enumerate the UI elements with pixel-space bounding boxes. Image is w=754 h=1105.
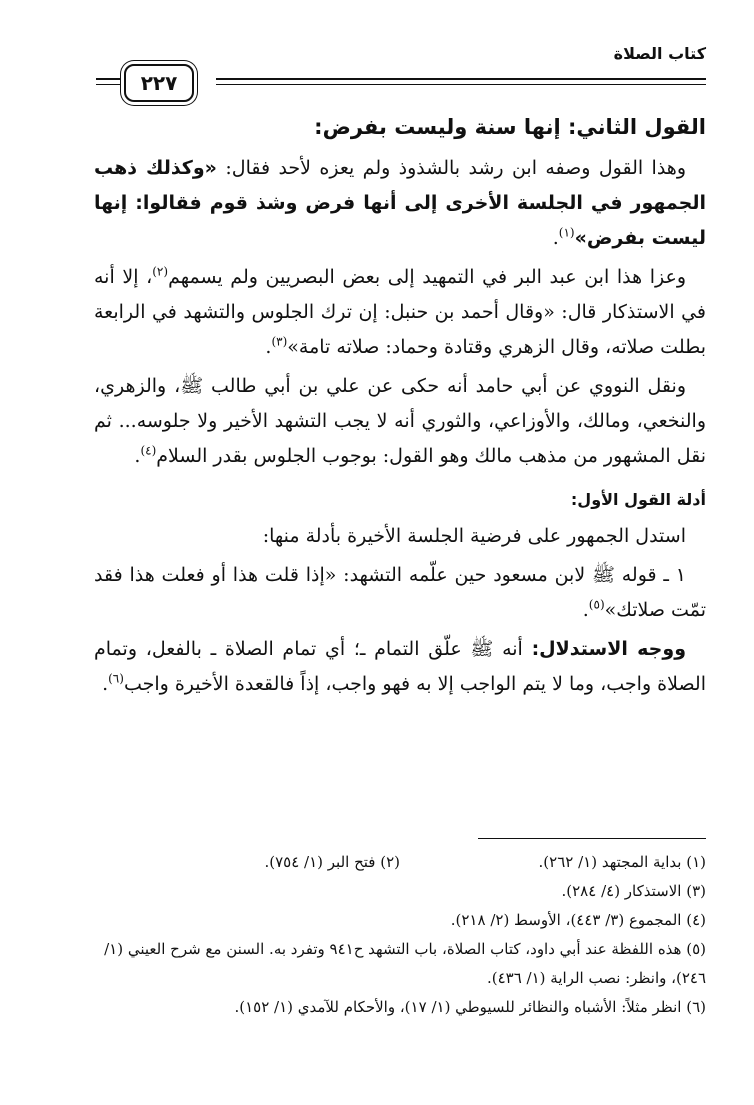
footnote: (٢) فتح البر (١/ ٧٥٤). [264,853,400,871]
quote: «وكذلك ذهب الجمهور في الجلسة الأخرى إلى أنها فرض وشذ قوم فقالوا: إنها ليست بفرض» [94,157,706,249]
footnote-ref[interactable]: (١) [558,225,575,240]
footnote-row [94,848,706,877]
paragraph: وعزا هذا ابن عبد البر في التمهيد إلى بعض البصريين ولم يسمهم$^{(٢)}$، إلا أنه في الاستذكار قال: «وقال أحمد بن حنبل: إن ترك الجلوس والتشهد في الرابعة بطلت صلاته، وقال الزهري وقتادة وحماد: صلاته تامة»$^{(٣)}$. [94,264,706,358]
footnote: (٤) المجموع (٣/ ٤٤٣)، الأوسط (٢/ ٢١٨). [450,911,706,929]
paragraph-text: ١ ـ قوله ﷺ لابن مسعود حين علّمه التشهد: «إذا قلت هذا أو فعلت هذا فقد تمّت صلاتك» [94,564,706,621]
footnote: (١) بداية المجتهد (١/ ٢٦٢). [538,853,706,871]
main-text [94,110,706,706]
paragraph: استدل الجمهور على فرضية الجلسة الأخيرة بأدلة منها: [262,525,686,547]
page-number: ٢٢٧ [124,64,194,102]
footnotes [94,848,706,1022]
paragraph-text: ، إلا أنه في الاستذكار قال: «وقال أحمد بن حنبل: إن ترك الجلوس والتشهد في الرابعة بطلت صلاته، وقال الزهري وقتادة وحماد: صلاته تامة» [94,266,706,358]
paragraph-text: وهذا القول وصفه ابن رشد بالشذوذ ولم يعزه لأحد فقال: [225,157,687,179]
header-rule [216,84,706,85]
paragraph: ونقل النووي عن أبي حامد أنه حكى عن علي بن أبي طالب ﷺ، والزهري، والنخعي، ومالك، والأوزاعي، والثوري أنه لا يجب التشهد الأخير ولا جلوسه... ثم نقل المشهور من مذهب مالك وهو القول: بوجوب الجلوس بقدر السلام$^{(٤)}$. [94,375,706,467]
inline-label: ووجه الاستدلال: [531,638,686,660]
footnote: (٣) الاستذكار (٤/ ٢٨٤). [561,882,706,900]
footnote-separator [478,838,706,839]
paragraph-text: أنه ﷺ علّق التمام ـ؛ أي تمام الصلاة ـ بالفعل، وتمام الصلاة واجب، وما لا يتم الواجب إلا به فهو واجب، إذاً فالقعدة الأخيرة واجب [94,638,706,695]
footnote-ref[interactable]: (٣) [271,334,288,349]
footnote: (٦) انظر مثلاً: الأشباه والنظائر للسيوطي (١/ ١٧)، والأحكام للآمدي (١/ ١٥٢). [234,998,706,1016]
paragraph-text: ونقل النووي عن أبي حامد أنه حكى عن علي بن أبي طالب ﷺ، والزهري، والنخعي، ومالك، والأوزاعي، والثوري أنه لا يجب التشهد الأخير ولا جلوسه... ثم نقل المشهور من مذهب مالك وهو القول: بوجوب الجلوس بقدر السلام [94,375,706,467]
running-title: كتاب الصلاة [613,44,706,63]
footnote-ref[interactable]: (٥) [588,597,605,612]
footnote: (٥) هذه اللفظة عند أبي داود، كتاب الصلاة، باب التشهد ح٩٤١ وتفرد به. السنن مع شرح العيني (١/ ٢٤٦)، وانظر: نصب الراية (١/ ٤٣٦). [104,940,706,987]
header-rule [96,78,122,80]
paragraph: ووجه الاستدلال: أنه ﷺ علّق التمام ـ؛ أي تمام الصلاة ـ بالفعل، وتمام الصلاة واجب، وما لا يتم الواجب إلا به فهو واجب، إذاً فالقعدة الأخيرة واجب$^{(٦)}$. [94,638,706,695]
section-heading: القول الثاني: إنها سنة وليست بفرض: [314,115,706,139]
paragraph: ١ ـ قوله ﷺ لابن مسعود حين علّمه التشهد: «إذا قلت هذا أو فعلت هذا فقد تمّت صلاتك»$^{(٥)}$. [94,564,706,621]
header-rule [216,78,706,80]
footnote-ref[interactable]: (٢) [152,264,169,279]
footnote-ref[interactable]: (٦) [108,671,124,686]
footnote-ref[interactable]: (٤) [140,443,157,458]
section-subheading: أدلة القول الأول: [570,490,706,509]
paragraph: وهذا القول وصفه ابن رشد بالشذوذ ولم يعزه لأحد فقال: «وكذلك ذهب الجمهور في الجلسة الأخرى إلى أنها فرض وشذ قوم فقالوا: إنها ليست بفرض»$^{(١)}$. [94,157,706,249]
header-rule [96,84,122,85]
paragraph-text: وعزا هذا ابن عبد البر في التمهيد إلى بعض البصريين ولم يسمهم [168,266,686,288]
